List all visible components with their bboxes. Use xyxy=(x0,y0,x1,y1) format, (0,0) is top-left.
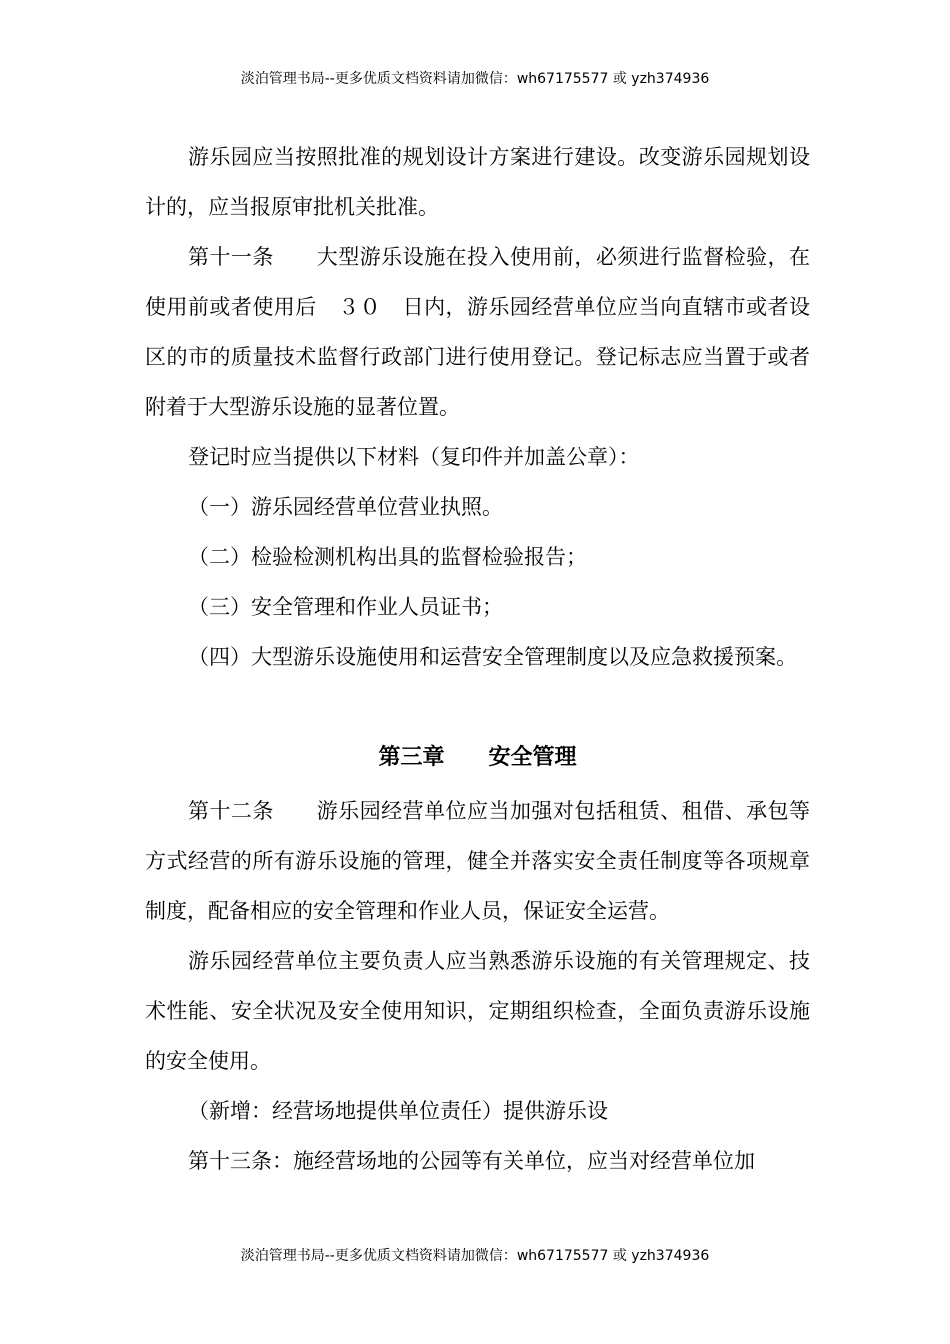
material-item-2: （二）检验检测机构出具的监督检验报告； xyxy=(188,545,587,569)
registration-materials-intro: 登记时应当提供以下材料（复印件并加盖公章）： xyxy=(188,445,640,469)
page-header: 淡泊管理书局--更多优质文档资料请加微信：wh67175577 或 yzh374936 xyxy=(240,71,710,87)
paragraph-new-addition: （新增：经营场地提供单位责任）提供游乐设 xyxy=(188,1099,608,1123)
article-13: 第十三条：施经营场地的公园等有关单位，应当对经营单位加 xyxy=(188,1149,755,1173)
page-footer: 淡泊管理书局--更多优质文档资料请加微信：wh67175577 或 yzh374936 xyxy=(240,1248,710,1264)
material-item-1: （一）游乐园经营单位营业执照。 xyxy=(188,495,503,519)
document-body xyxy=(145,132,810,1186)
paragraph-responsibility: 游乐园经营单位主要负责人应当熟悉游乐设施的有关管理规定、技术性能、安全状况及安全使用知识，定期组织检查，全面负责游乐设施的安全使用。 xyxy=(145,949,810,1073)
material-item-4: （四）大型游乐设施使用和运营安全管理制度以及应急救援预案。 xyxy=(188,645,797,669)
paragraph-planning: 游乐园应当按照批准的规划设计方案进行建设。改变游乐园规划设计的，应当报原审批机关批准。 xyxy=(145,145,810,219)
section-gap xyxy=(145,682,810,730)
material-item-3: （三）安全管理和作业人员证书； xyxy=(188,595,503,619)
chapter-title: 第三章 安全管理 xyxy=(378,745,577,770)
article-11: 第十一条 大型游乐设施在投入使用前，必须进行监督检验，在使用前或者使用后 ３０ 日内，游乐园经营单位应当向直辖市或者设区的市的质量技术监督行政部门进行使用登记。登记标志应当置于或者附着于大型游乐设施的显著位置。 xyxy=(145,245,810,419)
article-12: 第十二条 游乐园经营单位应当加强对包括租赁、租借、承包等方式经营的所有游乐设施的管理，健全并落实安全责任制度等各项规章制度，配备相应的安全管理和作业人员，保证安全运营。 xyxy=(145,799,810,923)
